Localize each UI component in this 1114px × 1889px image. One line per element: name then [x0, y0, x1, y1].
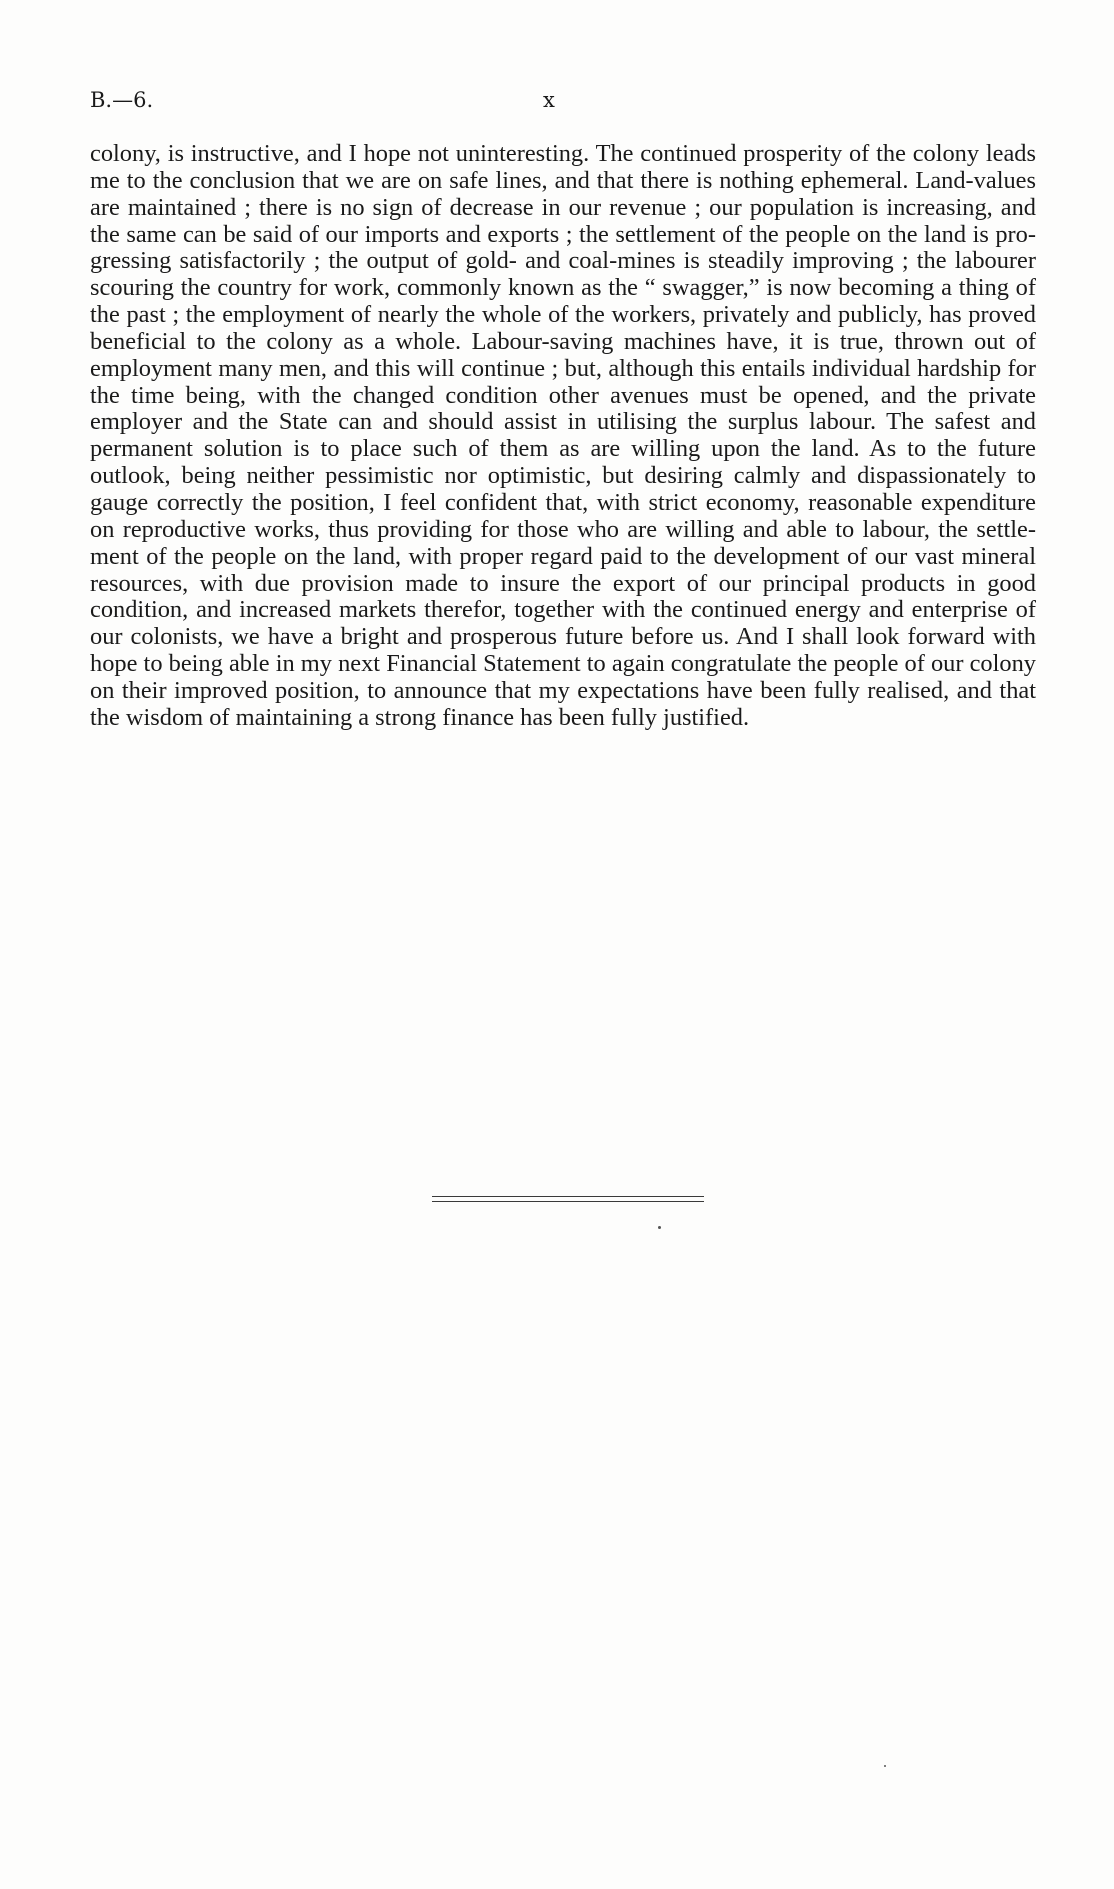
page-number: x: [543, 88, 555, 112]
print-speck: [658, 1226, 661, 1229]
rule-line-bottom: [432, 1201, 704, 1202]
rule-line-top: [432, 1196, 704, 1197]
print-speck: [884, 1765, 886, 1767]
page-header: [90, 88, 1036, 118]
section-end-double-rule: [432, 1196, 704, 1204]
body-paragraph: colony, is instructive, and I hope not uninteresting. The continued prosperity of the colony leads me to the conclusion that we are on safe lines, and that there is nothing ephemeral. Land-values are maintained ; there is no sign of decrease in our revenue ; our population is increasing, and the same can be said of our imports and exports ; the settlement of the people on the land is progressing satisfactorily ; the output of gold- and coal-mines is steadily improving ; the labourer scouring the country for work, commonly known as the “ swagger,” is now becoming a thing of the past ; the employment of nearly the whole of the workers, privately and publicly, has proved beneficial to the colony as a whole. Labour-saving machines have, it is true, thrown out of employment many men, and this will continue ; but, although this entails individual hardship for the time being, with the changed condition other avenues must be opened, and the private employer and the State can and should assist in utilising the surplus labour. The safest and permanent solution is to place such of them as are willing upon the land. As to the future outlook, being neither pessimistic nor optimistic, but desiring calmly and dispassionately to gauge correctly the position, I feel confident that, with strict economy, reasonable expenditure on reproductive works, thus providing for those who are willing and able to labour, the settlement of the people on the land, with proper regard paid to the development of our vast mineral resources, with due provision made to insure the export of our principal products in good condition, and increased markets therefor, together with the continued energy and enterprise of our colonists, we have a bright and prosperous future before us. And I shall look forward with hope to being able in my next Financial Statement to again congratulate the people of our colony on their improved position, to announce that my expectations have been fully realised, and that the wisdom of maintaining a strong finance has been fully justified.: [90, 140, 1036, 731]
document-reference: B.—6.: [90, 88, 154, 112]
